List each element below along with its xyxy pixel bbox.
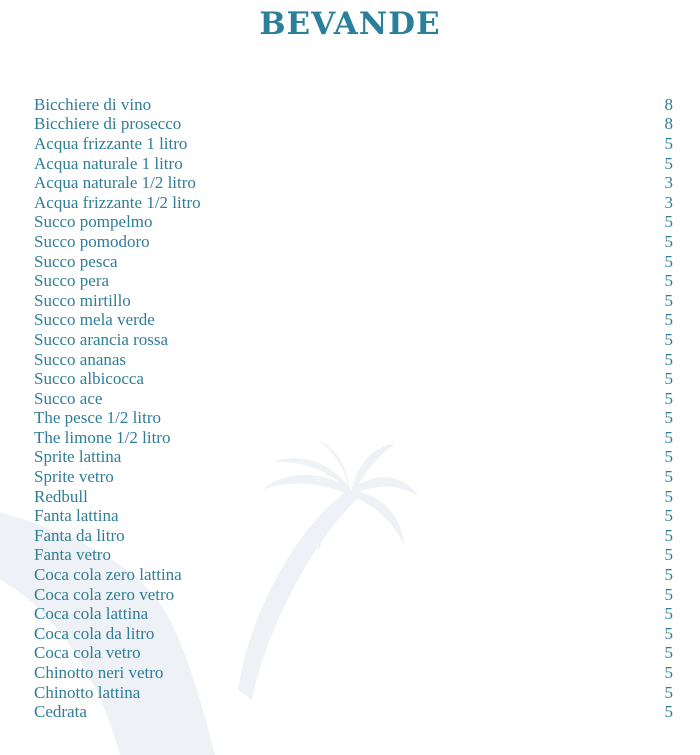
menu-item-name: Acqua naturale 1 litro	[34, 153, 183, 173]
menu-item	[34, 291, 674, 311]
menu-item-name: Sprite lattina	[34, 447, 122, 467]
menu-item-name: Coca cola zero lattina	[34, 565, 182, 585]
menu-item-name: Succo albicocca	[34, 369, 144, 389]
menu-item-name: Succo pomodoro	[34, 231, 150, 251]
menu-item	[34, 448, 674, 468]
menu-item-price: 5	[664, 604, 673, 624]
menu-item-price: 5	[664, 329, 673, 349]
menu-item-name: Cedrata	[34, 702, 87, 722]
drinks-menu-list	[34, 95, 674, 722]
menu-item	[34, 115, 674, 135]
menu-item-price: 8	[664, 114, 673, 134]
menu-item-price: 8	[664, 94, 673, 114]
menu-item	[34, 506, 674, 526]
menu-item-name: Sprite vetro	[34, 467, 114, 487]
menu-item	[34, 369, 674, 389]
menu-item-name: Chinotto lattina	[34, 682, 141, 702]
menu-item	[34, 644, 674, 664]
menu-item-name: Succo pera	[34, 271, 110, 291]
menu-item	[34, 330, 674, 350]
menu-item	[34, 683, 674, 703]
menu-item	[34, 428, 674, 448]
menu-item	[34, 604, 674, 624]
menu-item-price: 5	[664, 623, 673, 643]
menu-item-price: 5	[664, 271, 673, 291]
menu-item	[34, 193, 674, 213]
menu-item-price: 5	[664, 427, 673, 447]
menu-item-name: Succo arancia rossa	[34, 329, 169, 349]
menu-item	[34, 350, 674, 370]
menu-item-name: Coca cola vetro	[34, 643, 141, 663]
menu-item	[34, 213, 674, 233]
menu-item-name: Coca cola lattina	[34, 604, 149, 624]
menu-item-name: Succo mela verde	[34, 310, 155, 330]
menu-item	[34, 526, 674, 546]
menu-item	[34, 95, 674, 115]
menu-item-name: The limone 1/2 litro	[34, 427, 171, 447]
menu-item-price: 5	[664, 486, 673, 506]
menu-item	[34, 487, 674, 507]
menu-item-price: 5	[664, 467, 673, 487]
menu-item-price: 5	[664, 369, 673, 389]
menu-item-price: 5	[664, 212, 673, 232]
menu-item-price: 5	[664, 525, 673, 545]
menu-item	[34, 663, 674, 683]
menu-item	[34, 467, 674, 487]
menu-item-name: Redbull	[34, 486, 88, 506]
menu-item-price: 5	[664, 290, 673, 310]
menu-item-name: Fanta lattina	[34, 506, 119, 526]
menu-item-name: Fanta da litro	[34, 525, 125, 545]
menu-item-name: Bicchiere di vino	[34, 94, 152, 114]
menu-item-price: 3	[664, 173, 673, 193]
menu-item-price: 5	[664, 702, 673, 722]
menu-item-price: 5	[664, 133, 673, 153]
menu-item	[34, 311, 674, 331]
menu-item	[34, 252, 674, 272]
menu-item-name: Succo pompelmo	[34, 212, 153, 232]
menu-item	[34, 546, 674, 566]
menu-item	[34, 585, 674, 605]
menu-item-price: 5	[664, 565, 673, 585]
menu-item-price: 5	[664, 682, 673, 702]
menu-item-price: 5	[664, 447, 673, 467]
menu-item-price: 5	[664, 251, 673, 271]
menu-item	[34, 173, 674, 193]
menu-item-name: Fanta vetro	[34, 545, 111, 565]
menu-item-name: Acqua naturale 1/2 litro	[34, 173, 196, 193]
menu-item	[34, 565, 674, 585]
menu-item-name: Succo ace	[34, 388, 103, 408]
page-title: BEVANDE	[259, 6, 441, 42]
menu-item-price: 5	[664, 643, 673, 663]
menu-item-name: Coca cola zero vetro	[34, 584, 175, 604]
menu-item	[34, 409, 674, 429]
menu-item-name: Succo ananas	[34, 349, 127, 369]
menu-item-name: Succo mirtillo	[34, 290, 131, 310]
menu-item	[34, 702, 674, 722]
menu-item	[34, 624, 674, 644]
menu-item-price: 5	[664, 584, 673, 604]
menu-item	[34, 271, 674, 291]
menu-item-price: 5	[664, 663, 673, 683]
menu-item-price: 3	[664, 192, 673, 212]
menu-item-price: 5	[664, 231, 673, 251]
menu-item	[34, 389, 674, 409]
menu-item	[34, 154, 674, 174]
menu-item-price: 5	[664, 506, 673, 526]
menu-item-price: 5	[664, 408, 673, 428]
menu-item-price: 5	[664, 349, 673, 369]
menu-item-price: 5	[664, 153, 673, 173]
menu-item	[34, 134, 674, 154]
menu-item-price: 5	[664, 545, 673, 565]
menu-item-name: Acqua frizzante 1 litro	[34, 133, 188, 153]
menu-item-price: 5	[664, 388, 673, 408]
menu-item-price: 5	[664, 310, 673, 330]
menu-item-name: Chinotto neri vetro	[34, 663, 164, 683]
menu-item-name: Acqua frizzante 1/2 litro	[34, 192, 201, 212]
menu-item-name: Coca cola da litro	[34, 623, 155, 643]
menu-item-name: Succo pesca	[34, 251, 118, 271]
menu-item-name: The pesce 1/2 litro	[34, 408, 161, 428]
menu-item	[34, 232, 674, 252]
menu-item-name: Bicchiere di prosecco	[34, 114, 182, 134]
